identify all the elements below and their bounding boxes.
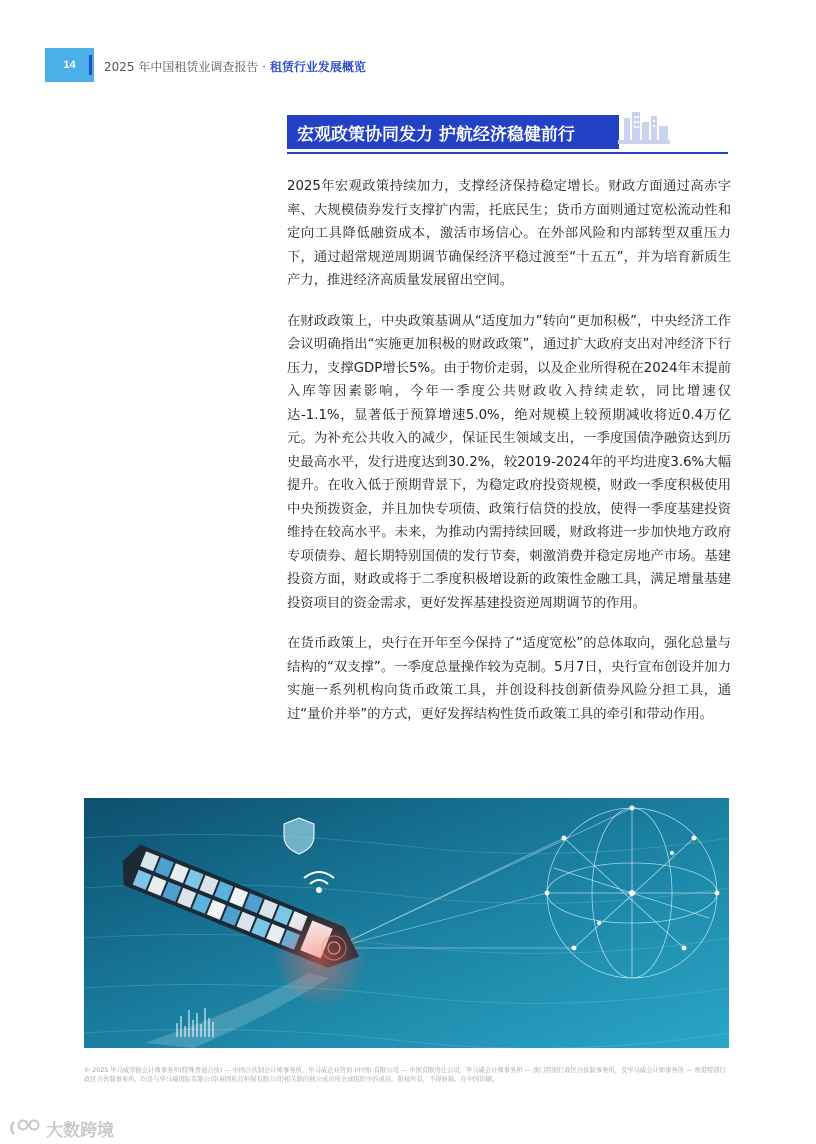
watermark-text: 大数跨境 <box>46 1120 114 1141</box>
section-underline <box>287 152 728 154</box>
brand-logo-icon <box>8 1118 42 1138</box>
paragraph-overview: 2025年宏观政策持续加力，支撑经济保持稳定增长。财政方面通过高赤字率、大规模债券发行支撑扩内需，托底民生；货币方面则通过宽松流动性和定向工具降低融资成本，激活市场信心。在外部风险和内部转型双重压力下，通过超常规逆周期调节确保经济平稳过渡至“十五五”，并为培育新质生产力，推进经济高质量发展留出空间。 <box>287 179 731 288</box>
cargo-ship-illustration <box>84 798 729 1048</box>
running-header <box>104 58 366 75</box>
header-divider <box>89 55 92 75</box>
report-title: 2025 年中国租赁业调查报告 · <box>104 60 270 74</box>
footer-copyright: © 2025 毕马威华振会计师事务所(特殊普通合伙) — 中国合伙制会计师事务所，毕马威企业咨询 (中国) 有限公司 — 中国有限责任公司，毕马威会计师事务所 — 澳门特别行政区合伙制事务所，及毕马威会计师事务所 — 香港特别行政区合伙制事务所，均是与毕马威国际有限公司(英国私营担保有限公司)相关联的独立成员所全球组织中的成员。版权所有，不得转载。在中国印刷。 <box>84 1067 726 1083</box>
watermark <box>8 1116 114 1140</box>
page-number: 14 <box>45 48 94 82</box>
body-text <box>287 175 731 743</box>
paragraph-fiscal-policy: 在财政政策上，中央政策基调从“适度加力”转向“更加积极”，中央经济工作会议明确指出“实施更加积极的财政政策”，通过扩大政府支出对冲经济下行压力，支撑GDP增长5%。由于物价走弱，以及企业所得税在2024年末提前入库等因素影响，今年一季度公共财政收入持续走软，同比增速仅达-1.1%，显著低于预算增速5.0%，绝对规模上较预期减收将近0.4万亿元。为补充公共收入的减少，保证民生领域支出，一季度国债净融资达到历史最高水平，发行进度达到30.2%，较2019-2024年的平均进度3.6%大幅提升。在收入低于预期背景下，为稳定政府投资规模，财政一季度积极使用中央预拨资金，并且加快专项债、政策行信贷的投放，使得一季度基建投资维持在较高水平。未来，为推动内需持续回暖，财政将进一步加快地方政府专项债券、超长期特别国债的发行节奏，刺激消费并稳定房地产市场。基建投资方面，财政或将于二季度积极增设新的政策性金融工具，满足增量基建投资项目的资金需求，更好发挥基建投资逆周期调节的作用。 <box>287 313 731 611</box>
skyline-decoration-icon <box>616 108 672 148</box>
paragraph-monetary-policy: 在货币政策上，央行在开年至今保持了“适度宽松”的总体取向，强化总量与结构的“双支撑”。一季度总量操作较为克制。5月7日，央行宣布创设并加力实施一系列机构向货币政策工具，并创设科技创新债券风险分担工具，通过“量价并举”的方式，更好发挥结构性货币政策工具的牵引和带动作用。 <box>287 636 731 722</box>
hero-image-cargo-ship <box>84 798 729 1048</box>
section-title: 租赁行业发展概览 <box>269 60 366 74</box>
section-heading: 宏观政策协同发力 护航经济稳健前行 <box>287 115 619 149</box>
